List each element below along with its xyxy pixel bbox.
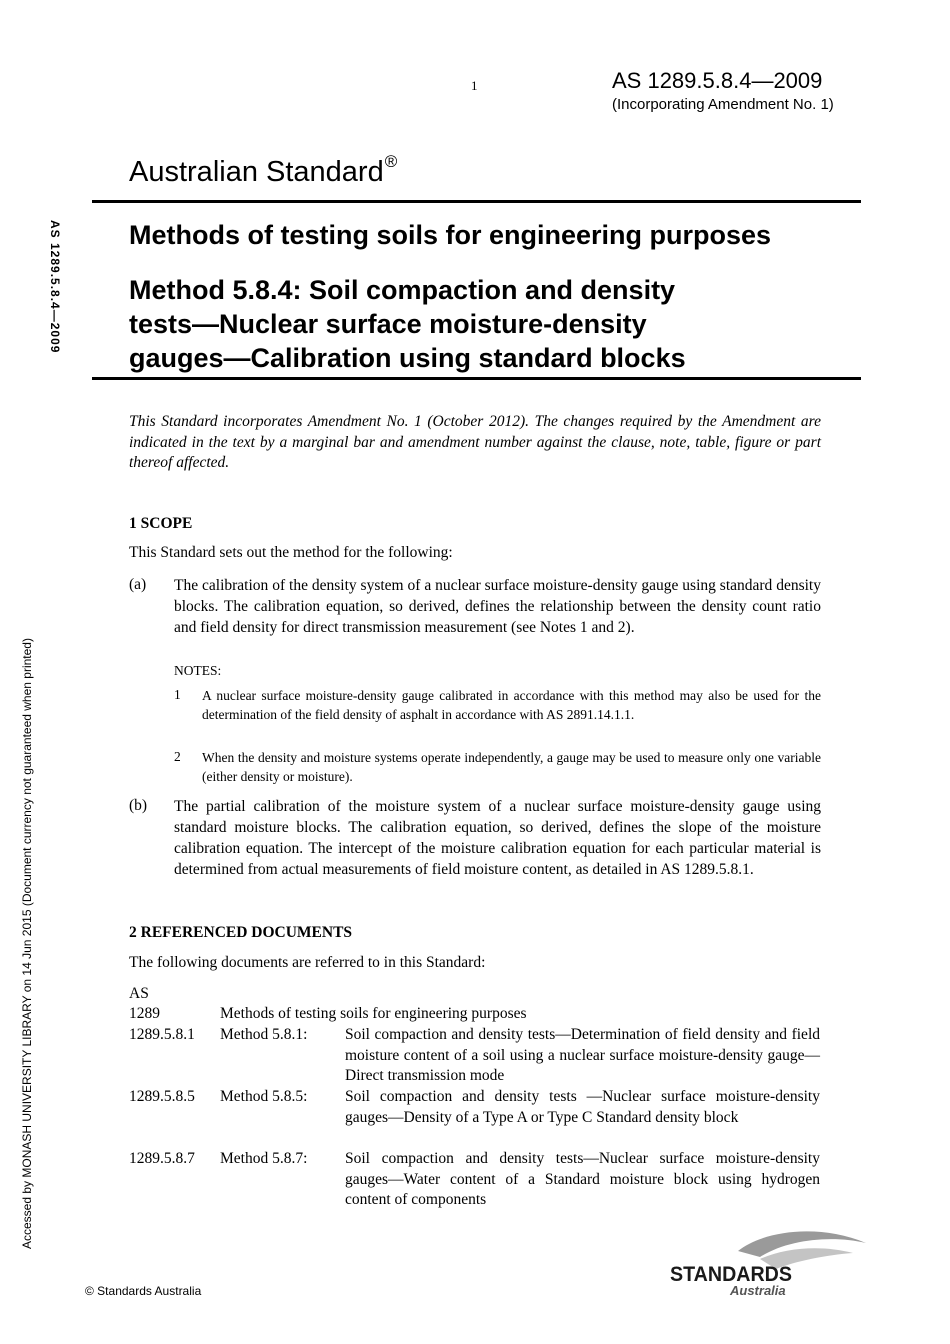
- reference-description: Soil compaction and density tests—Nuclear surface moisture-density gauges—Water content of a Standard moisture block using hydrogen content of components: [345, 1150, 820, 1208]
- footer-copyright: © Standards Australia: [85, 1284, 202, 1298]
- item-a-label: (a): [129, 576, 147, 593]
- amendment-incorporated: (Incorporating Amendment No. 1): [612, 96, 834, 113]
- scope-heading: 1 SCOPE: [129, 515, 193, 532]
- method-title: [129, 273, 849, 375]
- reference-method: Method 5.8.7:: [220, 1150, 308, 1167]
- item-b-text: The partial calibration of the moisture system of a nuclear surface moisture-density gauge using standard moisture blocks. The calibration equation, so derived, defines the slope of the moisture calibration equation. The intercept of the moisture calibration equation for each particular material is determined from actual measurements of field moisture content, as detailed in AS 1289.5.8.1.: [174, 798, 821, 878]
- standard-number: AS 1289.5.8.4—2009: [612, 68, 823, 93]
- note-number: 2: [174, 749, 181, 764]
- method-title-line: tests—Nuclear surface moisture-density: [129, 309, 647, 339]
- scope-intro: This Standard sets out the method for the following:: [129, 544, 453, 561]
- references-as-label: AS: [129, 985, 149, 1002]
- reference-method: Method 5.8.1:: [220, 1026, 308, 1043]
- reference-description: Soil compaction and density tests —Nuclear surface moisture-density gauges—Density of a Type A or Type C Standard density block: [345, 1088, 820, 1126]
- amendment-note: This Standard incorporates Amendment No. 1 (October 2012). The changes required by the Amendment are indicated in the text by a marginal bar and amendment number against the clause, note, table, figure or part thereof affected.: [129, 413, 821, 471]
- reference-method: Methods of testing soils for engineering purposes: [220, 1005, 527, 1022]
- top-rule: [92, 200, 861, 203]
- document-title: Methods of testing soils for engineering purposes: [129, 220, 772, 250]
- page-number: 1: [471, 78, 478, 93]
- note-text: When the density and moisture systems operate independently, a gauge may be used to measure only one variable (either density or moisture).: [202, 750, 821, 784]
- side-access-notice: Accessed by MONASH UNIVERSITY LIBRARY on 14 Jun 2015 (Document currency not guaranteed when printed): [20, 638, 34, 1249]
- reference-code: 1289: [129, 1005, 160, 1022]
- standards-australia-logo: [668, 1225, 868, 1300]
- method-title-line: Method 5.8.4: Soil compaction and density: [129, 275, 676, 305]
- brand-title-text: Australian Standard: [129, 156, 384, 188]
- item-a-text: The calibration of the density system of a nuclear surface moisture-density gauge using standard density blocks. The calibration equation, so derived, defines the relationship between the density count ratio and field density for direct transmission measurement (see Notes 1 and 2).: [174, 577, 821, 636]
- bottom-rule: [92, 377, 861, 380]
- method-title-line: gauges—Calibration using standard blocks: [129, 343, 686, 373]
- reference-code: 1289.5.8.7: [129, 1150, 195, 1167]
- item-b-label: (b): [129, 797, 148, 814]
- logo-subtext: Australia: [730, 1283, 786, 1298]
- reference-description: Soil compaction and density tests—Determination of field density and field moisture content of a soil using a nuclear surface moisture-density gauge—Direct transmission mode: [345, 1026, 820, 1084]
- side-document-id: AS 1289.5.8.4—2009: [48, 220, 62, 354]
- references-intro: The following documents are referred to in this Standard:: [129, 954, 486, 971]
- note-text: A nuclear surface moisture-density gauge calibrated in accordance with this method may also be used for the determination of the field density of asphalt in accordance with AS 2891.14.1.1.: [202, 688, 821, 722]
- reference-method: Method 5.8.5:: [220, 1088, 308, 1105]
- note-number: 1: [174, 687, 181, 702]
- reference-code: 1289.5.8.5: [129, 1088, 195, 1105]
- logo-wordmark: STANDARDS: [670, 1263, 792, 1286]
- reference-code: 1289.5.8.1: [129, 1026, 195, 1043]
- registered-mark: ®: [384, 152, 398, 171]
- references-heading: 2 REFERENCED DOCUMENTS: [129, 924, 353, 941]
- brand-title: [129, 152, 397, 189]
- notes-heading: NOTES:: [174, 663, 222, 678]
